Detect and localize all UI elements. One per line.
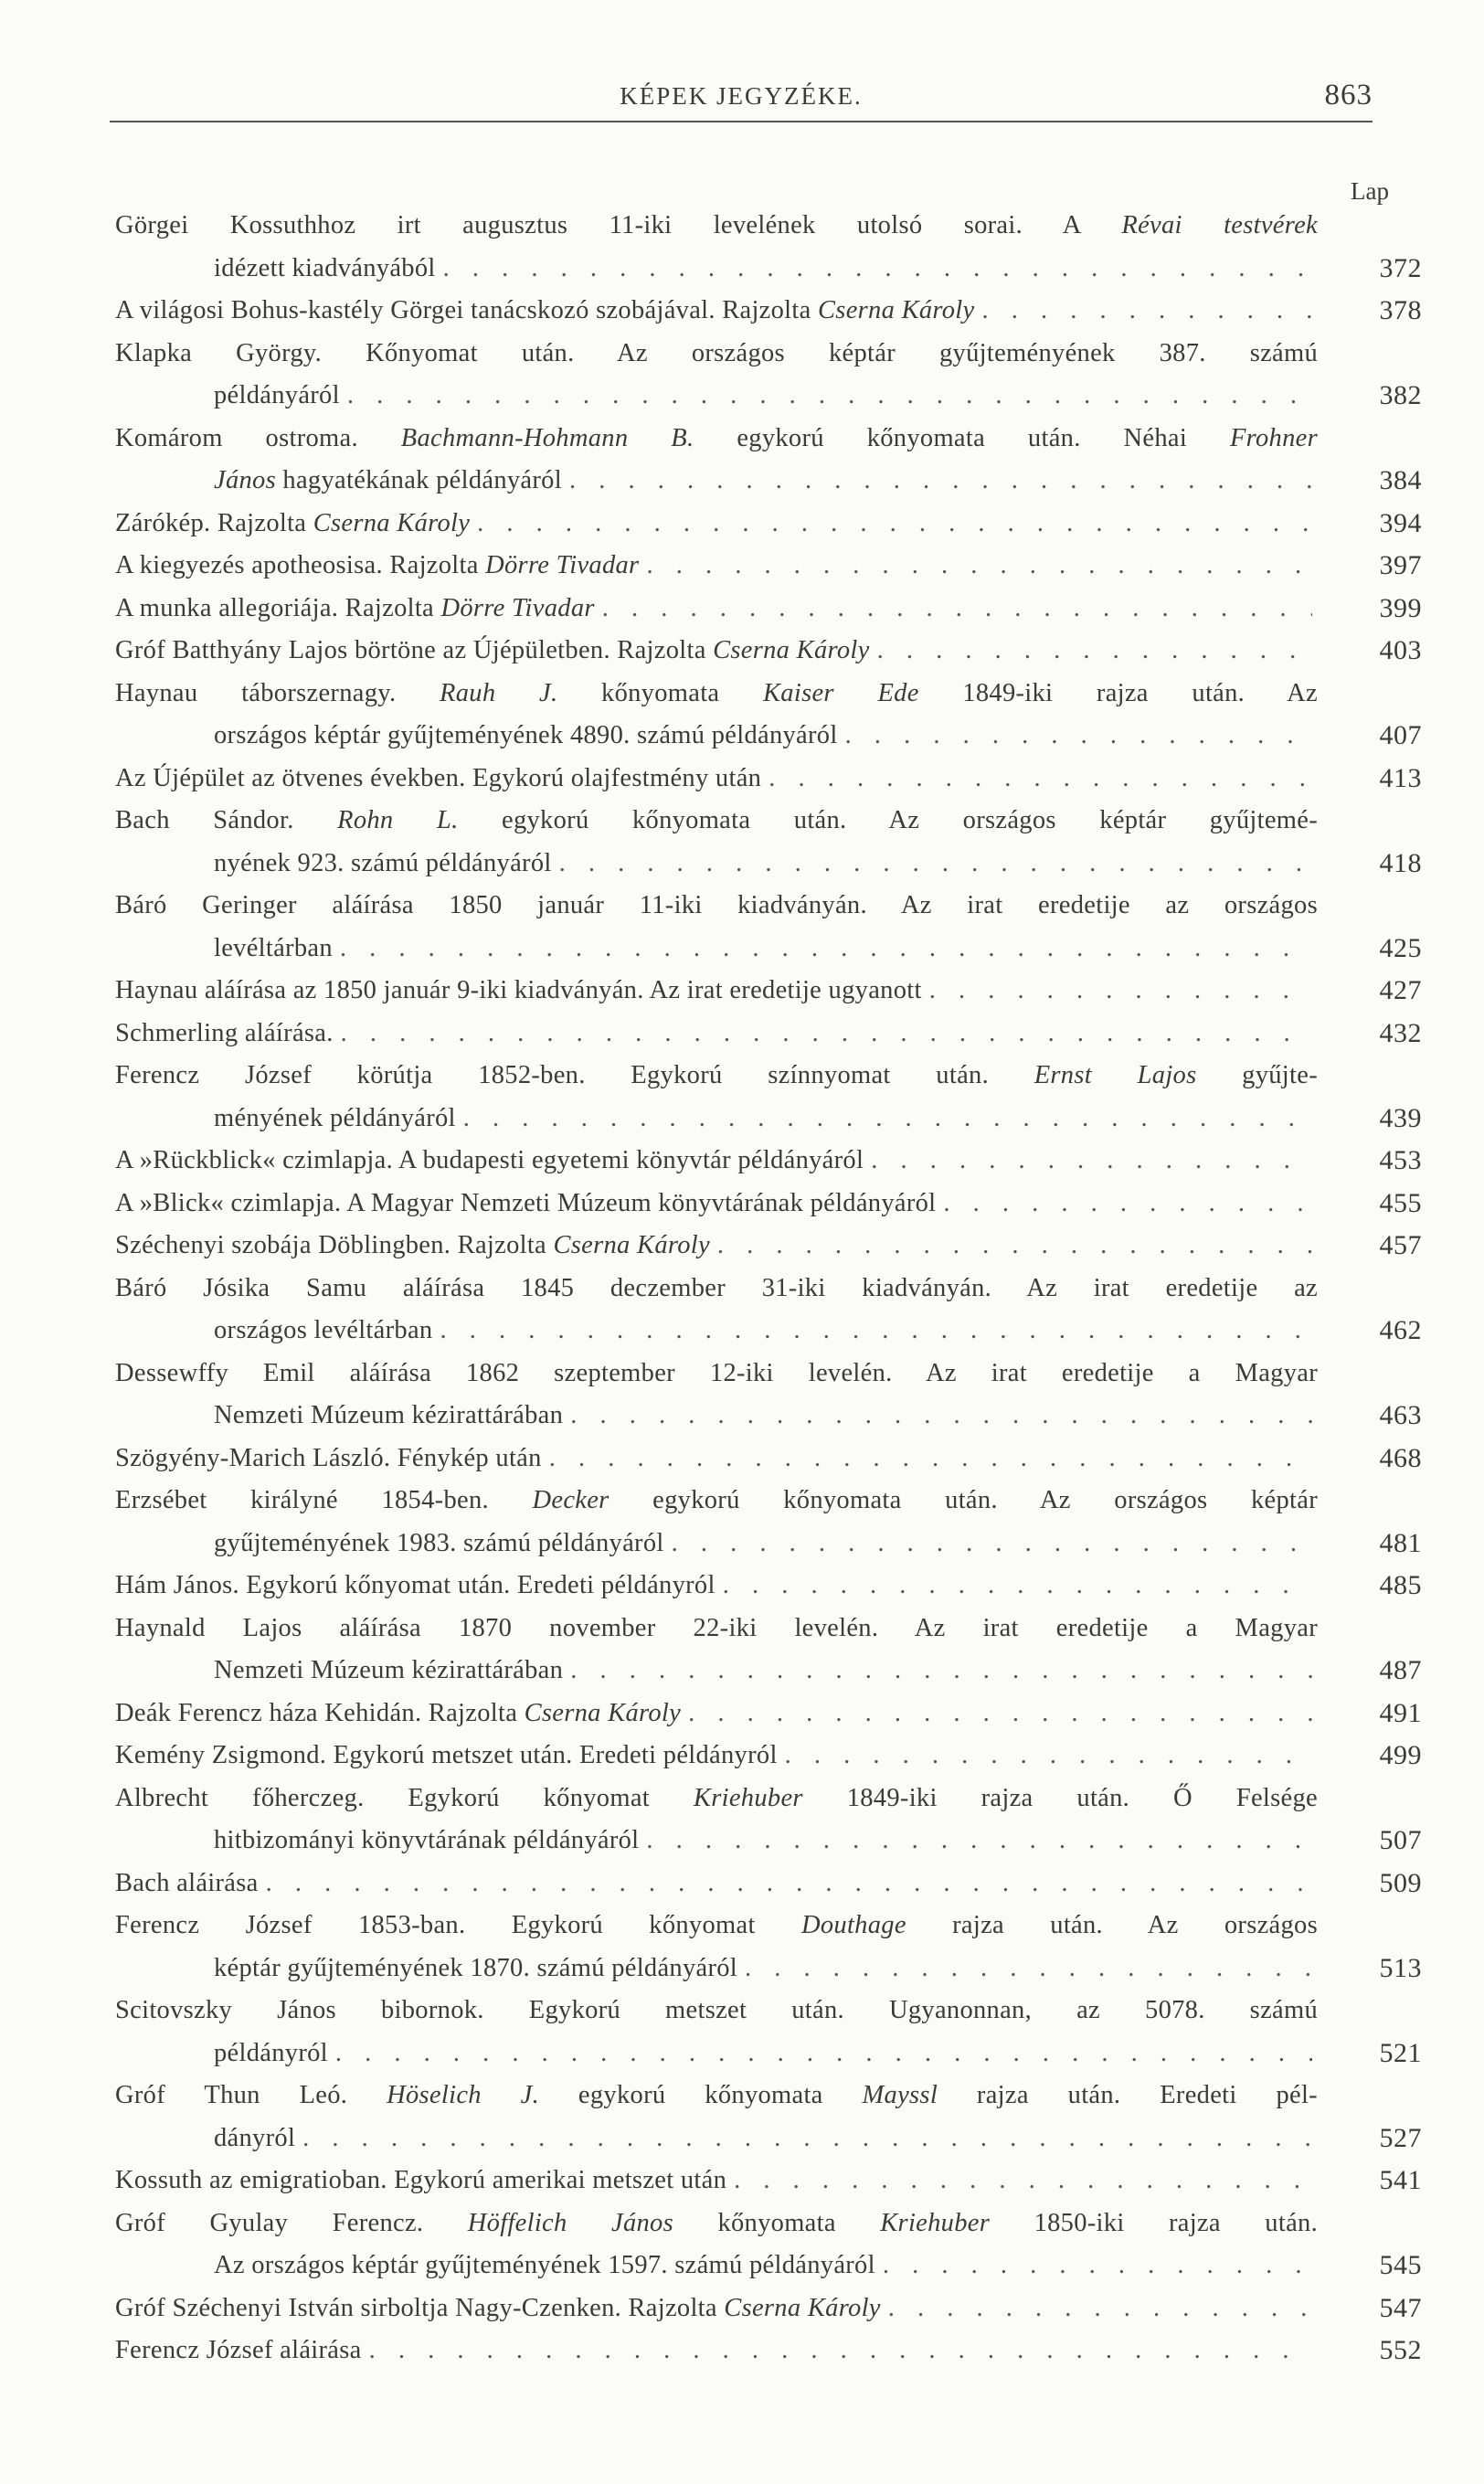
entry-page-number: 397 (1379, 550, 1422, 580)
entry-text: országos képtár gyűjteményének 4890. számú példányáról (214, 721, 838, 749)
entry-page-number: 552 (1379, 2335, 1422, 2365)
page-column-label: Lap (1351, 177, 1389, 205)
entry-line-text (115, 1183, 936, 1226)
list-item (115, 2160, 1422, 2203)
entry-page-number: 547 (1379, 2292, 1422, 2323)
entry-text: Ferencz József 1853-ban. Egykorú kőnyomat (115, 1911, 801, 1939)
entry-text: kőnyomata (557, 678, 763, 707)
list-item (115, 2203, 1422, 2288)
entry-name-italic: Cserna Károly (524, 1698, 682, 1727)
entry-name-italic: Cserna Károly (313, 508, 471, 537)
entry-text: Bach Sándor. (115, 806, 338, 834)
entry-page-number: 432 (1379, 1017, 1422, 1048)
entry-text: Báró Geringer aláírása 1850 január 11-iki kiadványán. Az irat eredetije az országos (115, 891, 1318, 919)
list-item (115, 1863, 1422, 1905)
leader-dots (463, 1098, 1312, 1141)
leader-dots (646, 1820, 1312, 1863)
entry-line-text (115, 1608, 1318, 1651)
entry-name-italic: János (214, 466, 276, 494)
entry-text: A munka allegoriája. Rajzolta (115, 593, 441, 622)
page-title: KÉPEK JEGYZÉKE. (620, 82, 863, 110)
list-item (115, 1905, 1422, 1990)
entry-line-text (115, 1905, 1318, 1948)
leader-dots (981, 290, 1312, 333)
header-rule (110, 121, 1373, 122)
entry-text: A világosi Bohus-kastély Görgei tanácskozó szobájával. Rajzolta (115, 296, 818, 324)
entry-name-italic: Ernst Lajos (1034, 1061, 1197, 1089)
entry-line-text (115, 1565, 716, 1608)
entry-text: képtár gyűjteményének 1870. számú példányáról (214, 1953, 738, 1982)
entry-line-text (115, 673, 1318, 716)
entry-text: idézett kiadványából (214, 253, 436, 282)
entry-text: rajza után. Az országos (906, 1911, 1318, 1939)
entry-line-text (115, 1353, 1318, 1396)
list-item (115, 1693, 1422, 1736)
leader-dots (871, 1140, 1312, 1183)
entry-page-number: 462 (1379, 1315, 1422, 1345)
entry-line-text (115, 800, 1318, 843)
entry-text: egykorú kőnyomata (539, 2081, 863, 2109)
list-item (115, 800, 1422, 885)
entry-text: Haynau aláírása az 1850 január 9-iki kiadványán. Az irat eredetije ugyanott (115, 976, 922, 1004)
entry-text: Hám János. Egykorú kőnyomat után. Eredeti példányról (115, 1571, 716, 1599)
entry-page-number: 453 (1379, 1145, 1422, 1175)
leader-dots (602, 588, 1312, 631)
entry-text: rajza után. Eredeti pél- (938, 2081, 1318, 2109)
entry-line-text (115, 418, 1318, 461)
entry-text: nyének 923. számú példányáról (214, 848, 552, 877)
entry-text: egykorú kőnyomata után. Néhai (694, 423, 1230, 452)
entry-text: Görgei Kossuthhoz irt augusztus 11-iki levelének utolsó sorai. A (115, 211, 1122, 239)
entry-text: Bach aláirása (115, 1868, 259, 1897)
entry-text: Ferencz József aláirása (115, 2336, 362, 2364)
entry-line-text (214, 375, 340, 418)
entry-line-text (214, 1948, 737, 1990)
entry-line-text (115, 2075, 1318, 2118)
list-item (115, 1480, 1422, 1565)
page-number: 863 (1324, 79, 1373, 111)
entry-line-text (214, 1098, 456, 1141)
list-item (115, 1013, 1422, 1056)
entry-page-number: 509 (1379, 1867, 1422, 1898)
list-item (115, 673, 1422, 758)
entry-text: 1849-iki rajza után. Ő Felsége (802, 1783, 1318, 1812)
entry-name-italic: Höselich J. (387, 2081, 540, 2109)
entry-text: 1849-iki rajza után. Az (918, 678, 1318, 707)
entry-name-italic: Cserna Károly (818, 296, 975, 324)
leader-dots (302, 2118, 1312, 2160)
leader-dots (440, 1310, 1312, 1353)
entry-text: Az országos képtár gyűjteményének 1597. számú példányáról (214, 2251, 875, 2279)
entry-page-number: 418 (1379, 847, 1422, 878)
entry-text: Kossuth az emigratioban. Egykorú amerikai metszet után (115, 2166, 727, 2194)
list-item (115, 2330, 1422, 2373)
entry-line-text (214, 1820, 639, 1863)
entry-page-number: 439 (1379, 1102, 1422, 1133)
entry-text: Zárókép. Rajzolta (115, 508, 313, 537)
entry-text: 1850-iki rajza után. (990, 2208, 1319, 2237)
entry-name-italic: Révai testvérek (1121, 211, 1318, 239)
entry-line-text (115, 1225, 710, 1268)
entry-page-number: 382 (1379, 380, 1422, 410)
entry-page-number: 527 (1379, 2122, 1422, 2153)
leader-dots (570, 1650, 1312, 1693)
entry-text: Scitovszky János bibornok. Egykorú metszet után. Ugyanonnan, az 5078. számú (115, 1996, 1318, 2024)
entry-text: Dessewffy Emil aláírása 1862 szeptember 12-iki levelén. Az irat eredetije a Magyar (115, 1358, 1318, 1387)
entry-line-text (214, 715, 838, 758)
list-item (115, 970, 1422, 1013)
running-header (110, 75, 1373, 121)
entry-text: gyűjteményének 1983. számú példányáról (214, 1528, 664, 1557)
entry-line-text (214, 843, 552, 886)
leader-dots (341, 1013, 1312, 1056)
leader-dots (883, 2245, 1312, 2288)
entry-name-italic: Kriehuber (693, 1783, 803, 1812)
entry-text: Gróf Széchenyi István sirboltja Nagy-Czenken. Rajzolta (115, 2293, 725, 2322)
list-item (115, 1608, 1422, 1693)
entry-line-text (115, 2288, 881, 2330)
entry-page-number: 545 (1379, 2250, 1422, 2280)
entry-page-number: 407 (1379, 720, 1422, 750)
entry-page-number: 378 (1379, 295, 1422, 325)
entry-line-text (214, 248, 436, 291)
entry-page-number: 507 (1379, 1825, 1422, 1855)
entry-page-number: 513 (1379, 1952, 1422, 1983)
entry-line-text (115, 1480, 1318, 1523)
entry-line-text (115, 1735, 778, 1778)
entry-line-text (214, 1395, 563, 1438)
list-of-illustrations (115, 205, 1422, 2373)
entry-text: Klapka György. Kőnyomat után. Az országos képtár gyűjteményének 387. számú (115, 338, 1318, 367)
entry-line-text (115, 885, 1318, 928)
entry-text: Erzsébet királyné 1854-ben. (115, 1486, 533, 1514)
list-item (115, 545, 1422, 588)
entry-name-italic: Cserna Károly (724, 2293, 881, 2322)
entry-name-italic: Rauh J. (440, 678, 558, 707)
list-item (115, 1735, 1422, 1778)
entry-line-text (115, 1990, 1318, 2033)
entry-page-number: 372 (1379, 252, 1422, 283)
entry-page-number: 413 (1379, 762, 1422, 793)
entry-line-text (214, 1310, 432, 1353)
entry-line-text (115, 1863, 259, 1905)
entry-name-italic: Dörre Tivadar (440, 593, 595, 622)
list-item (115, 503, 1422, 546)
list-item (115, 588, 1422, 631)
entry-page-number: 491 (1379, 1697, 1422, 1728)
entry-name-italic: Höffelich János (467, 2208, 673, 2237)
entry-page-number: 521 (1379, 2037, 1422, 2068)
entry-page-number: 463 (1379, 1400, 1422, 1430)
list-item (115, 1268, 1422, 1353)
entry-text: példányról (214, 2038, 328, 2067)
entry-line-text (214, 460, 562, 503)
entry-page-number: 457 (1379, 1230, 1422, 1260)
leader-dots (340, 928, 1312, 971)
entry-line-text (115, 2160, 726, 2203)
leader-dots (929, 970, 1312, 1013)
list-item (115, 2288, 1422, 2330)
leader-dots (549, 1438, 1312, 1481)
entry-text: egykorú kőnyomata után. Az országos képtár (609, 1486, 1318, 1514)
list-item (115, 418, 1422, 503)
leader-dots (646, 545, 1312, 588)
entry-page-number: 455 (1379, 1187, 1422, 1218)
entry-line-text (115, 588, 595, 631)
leader-dots (688, 1693, 1312, 1736)
list-item (115, 1565, 1422, 1608)
entry-name-italic: Mayssl (862, 2081, 938, 2109)
entry-page-number: 541 (1379, 2165, 1422, 2195)
entry-line-text (115, 545, 639, 588)
list-item (115, 1353, 1422, 1438)
list-item (115, 1140, 1422, 1183)
entry-text: Gróf Thun Leó. (115, 2081, 387, 2109)
entry-text: Haynald Lajos aláírása 1870 november 22-iki levelén. Az irat eredetije a Magyar (115, 1613, 1318, 1642)
entry-name-italic: Douthage (800, 1911, 906, 1939)
entry-text: dányról (214, 2123, 296, 2152)
entry-name-italic: Cserna Károly (553, 1231, 710, 1259)
entry-page-number: 485 (1379, 1570, 1422, 1600)
entry-text: egykorú kőnyomata után. Az országos képtár gyűjtemé- (458, 806, 1318, 834)
leader-dots (559, 843, 1312, 886)
entry-line-text (115, 2203, 1318, 2245)
entry-text: példányáról (214, 381, 340, 409)
leader-dots (734, 2160, 1312, 2203)
leader-dots (845, 715, 1312, 758)
entry-text: Ferencz József körútja 1852-ben. Egykorú színnyomat után. (115, 1061, 1034, 1089)
entry-text: gyűjte- (1196, 1061, 1318, 1089)
entry-line-text (214, 1650, 563, 1693)
leader-dots (347, 375, 1312, 418)
leader-dots (943, 1183, 1312, 1226)
list-item (115, 758, 1422, 801)
leader-dots (570, 1395, 1312, 1438)
entry-text: A kiegyezés apotheosisa. Rajzolta (115, 551, 486, 579)
entry-line-text (115, 1268, 1318, 1311)
list-item (115, 885, 1422, 970)
entry-name-italic: Bachmann-Hohmann B. (400, 423, 694, 452)
entry-text: hagyatékának példányáról (276, 466, 562, 494)
entry-name-italic: Frohner (1229, 423, 1318, 452)
leader-dots (335, 2033, 1312, 2075)
entry-text: Kemény Zsigmond. Egykorú metszet után. Eredeti példányról (115, 1741, 778, 1769)
entry-name-italic: Kriehuber (880, 2208, 991, 2237)
entry-line-text (214, 2118, 295, 2160)
entry-text: A »Blick« czimlapja. A Magyar Nemzeti Múzeum könyvtárának példányáról (115, 1188, 937, 1217)
list-item (115, 630, 1422, 673)
entry-text: hitbizományi könyvtárának példányáról (214, 1826, 640, 1854)
entry-name-italic: Dörre Tivadar (485, 551, 640, 579)
leader-dots (672, 1523, 1312, 1566)
entry-line-text (115, 2330, 362, 2373)
list-item (115, 333, 1422, 418)
entry-text: Deák Ferencz háza Kehidán. Rajzolta (115, 1698, 525, 1727)
entry-line-text (115, 1140, 864, 1183)
list-item (115, 1438, 1422, 1481)
entry-text: Haynau táborszernagy. (115, 678, 440, 707)
list-item (115, 1183, 1422, 1226)
leader-dots (369, 2330, 1312, 2373)
entry-text: Gróf Gyulay Ferencz. (115, 2208, 468, 2237)
entry-page-number: 487 (1379, 1655, 1422, 1685)
entry-text: A »Rückblick« czimlapja. A budapesti egyetemi könyvtár példányáról (115, 1146, 864, 1174)
entry-line-text (115, 758, 761, 801)
entry-text: Az Újépület az ötvenes években. Egykorú olajfestmény után (115, 763, 762, 792)
list-item (115, 290, 1422, 333)
entry-text: Nemzeti Múzeum kézirattárában (214, 1656, 564, 1684)
entry-line-text (214, 928, 333, 971)
entry-line-text (115, 1693, 681, 1736)
leader-dots (569, 460, 1312, 503)
entry-text: Gróf Batthyány Lajos börtöne az Újépületben. Rajzolta (115, 636, 714, 664)
leader-dots (266, 1863, 1312, 1905)
entry-page-number: 394 (1379, 507, 1422, 538)
entry-name-italic: Cserna Károly (713, 636, 870, 664)
entry-name-italic: Kaiser Ede (763, 678, 919, 707)
list-item (115, 1225, 1422, 1268)
leader-dots (723, 1565, 1312, 1608)
entry-text: levéltárban (214, 933, 333, 962)
leader-dots (745, 1948, 1312, 1990)
entry-text: kőnyomata (673, 2208, 881, 2237)
entry-name-italic: Rohn L. (337, 806, 459, 834)
entry-text: ményének példányáról (214, 1103, 456, 1132)
entry-page-number: 403 (1379, 635, 1422, 665)
entry-line-text (115, 503, 470, 546)
entry-page-number: 384 (1379, 465, 1422, 495)
entry-page-number: 481 (1379, 1527, 1422, 1558)
entry-text: országos levéltárban (214, 1316, 433, 1344)
entry-text: Báró Jósika Samu aláírása 1845 deczember 31-iki kiadványán. Az irat eredetije az (115, 1273, 1318, 1302)
entry-text: Schmerling aláírása. (115, 1018, 334, 1047)
entry-line-text (214, 2245, 875, 2288)
entry-name-italic: Decker (532, 1486, 610, 1514)
entry-line-text (214, 2033, 328, 2075)
entry-page-number: 425 (1379, 932, 1422, 963)
entry-text: Szögyény-Marich László. Fénykép után (115, 1443, 542, 1472)
entry-page-number: 427 (1379, 975, 1422, 1005)
entry-line-text (115, 1013, 334, 1056)
list-item (115, 2075, 1422, 2160)
entry-line-text (115, 333, 1318, 376)
entry-line-text (115, 970, 922, 1013)
leader-dots (443, 248, 1312, 291)
entry-line-text (115, 290, 974, 333)
leader-dots (768, 758, 1312, 801)
entry-line-text (214, 1523, 664, 1566)
entry-text: Nemzeti Múzeum kézirattárában (214, 1401, 564, 1429)
entry-text: Széchenyi szobája Döblingben. Rajzolta (115, 1231, 554, 1259)
leader-dots (477, 503, 1312, 546)
leader-dots (888, 2288, 1312, 2330)
entry-line-text (115, 1778, 1318, 1821)
entry-line-text (115, 1438, 542, 1481)
list-item (115, 1055, 1422, 1140)
list-item (115, 205, 1422, 290)
entry-page-number: 399 (1379, 592, 1422, 623)
list-item (115, 1778, 1422, 1863)
leader-dots (877, 630, 1312, 673)
entry-text: Komárom ostroma. (115, 423, 401, 452)
leader-dots (717, 1225, 1312, 1268)
entry-line-text (115, 630, 870, 673)
entry-page-number: 468 (1379, 1442, 1422, 1473)
entry-line-text (115, 1055, 1318, 1098)
entry-text: Albrecht főherczeg. Egykorú kőnyomat (115, 1783, 694, 1812)
leader-dots (785, 1735, 1312, 1778)
entry-page-number: 499 (1379, 1740, 1422, 1770)
list-item (115, 1990, 1422, 2075)
entry-line-text (115, 205, 1318, 248)
